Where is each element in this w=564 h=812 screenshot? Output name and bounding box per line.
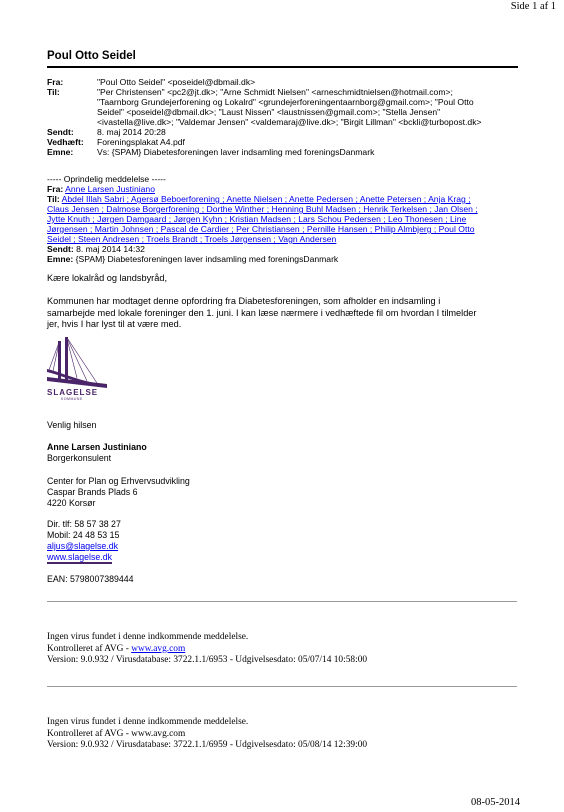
- original-subject-value: {SPAM} Diabetesforeningen laver indsamling med foreningsDanmark: [75, 254, 339, 264]
- original-divider: ----- Oprindelig meddelelse -----: [47, 174, 166, 184]
- body-paragraph: [47, 296, 517, 331]
- signature-mobile: Mobil: 24 48 53 15: [47, 530, 120, 540]
- original-from-label: Fra:: [47, 184, 64, 194]
- recipient-links[interactable]: Claus Jensen ; Dalmose Borgerforening ; Dorthe Winther ; Henning Buhl Madsen ; Henrik Terkelsen ; Jan Olsen ;: [47, 204, 478, 214]
- header-rule: [47, 66, 518, 68]
- sent-label: Sendt:: [47, 127, 74, 137]
- original-sent-value: 8. maj 2014 14:32: [76, 244, 145, 254]
- original-message-header: [47, 174, 517, 264]
- signature-email-link[interactable]: aljus@slagelse.dk: [47, 541, 119, 551]
- to-label: Til:: [47, 87, 60, 97]
- header-from-row: [47, 77, 517, 87]
- to-line: "Taarnborg Grundejerforening og Lokalrd" <grundejerforeningentaarnborg@gmail.com>; "Poul Otto: [97, 97, 474, 107]
- avg-line: Ingen virus fundet i denne indkommende meddelelse.: [47, 632, 249, 642]
- header-attachment-row: [47, 137, 517, 147]
- subject-label: Emne:: [47, 147, 74, 157]
- avg-line: Version: 9.0.932 / Virusdatabase: 3722.1.1/6953 - Udgivelsesdato: 05/07/14 10:58:00: [47, 655, 368, 665]
- to-value: [97, 87, 517, 127]
- page-number: Side 1 af 1: [510, 1, 556, 12]
- attachment-label: Vedhæft:: [47, 137, 84, 147]
- avg-line: Ingen virus fundet i denne indkommende meddelelse.: [47, 717, 249, 727]
- avg-notice-1: [47, 632, 517, 667]
- from-label: Fra:: [47, 77, 64, 87]
- to-line: Seidel" <poseidel@dbmail.dk>; "Laust Nissen" <laustnissen@gmail.com>; "Stella Jensen": [97, 107, 441, 117]
- original-from-row: [47, 184, 517, 194]
- body-line: jer, hvis I har lyst til at være med.: [47, 319, 182, 329]
- avg-line: [47, 644, 517, 656]
- signature-closing: Venlig hilsen: [47, 420, 97, 430]
- original-subject-label: Emne:: [47, 254, 74, 264]
- from-value: "Poul Otto Seidel" <poseidel@dbmail.dk>: [97, 77, 256, 87]
- signature-name: Anne Larsen Justiniano: [47, 442, 147, 452]
- signature-title: Borgerkonsulent: [47, 453, 112, 463]
- header-to-row: [47, 87, 517, 127]
- signature-street: Caspar Brands Plads 6: [47, 487, 138, 497]
- divider-rule: [47, 686, 517, 687]
- logo-wordmark: SLAGELSE: [47, 388, 99, 397]
- avg-line: Kontrolleret af AVG - www.avg.com: [47, 728, 186, 739]
- header-subject-row: [47, 147, 517, 157]
- header-sent-row: [47, 127, 517, 137]
- subject-value: Vs: {SPAM} Diabetesforeningen laver indsamling med foreningsDanmark: [97, 147, 375, 157]
- recipient-links[interactable]: Abdel Illah Sabri ; Agersø Beboerforening ; Anette Nielsen ; Anette Pedersen ; Anette Petersen ; Anja Krag ;: [61, 194, 471, 204]
- logo-subtext: KOMMUNE: [61, 397, 83, 401]
- message-header: [47, 77, 517, 157]
- sender-name-heading: Poul Otto Seidel: [47, 50, 136, 62]
- slagelse-logo: [47, 337, 107, 399]
- divider-rule: [47, 601, 517, 602]
- footer-date: 08-05-2014: [471, 797, 520, 808]
- avg-link[interactable]: www.avg.com: [131, 643, 186, 654]
- greeting: Kære lokalråd og landsbyråd,: [47, 273, 168, 283]
- signature-block: [47, 442, 347, 464]
- recipient-links[interactable]: Jytte Knuth ; Jørgen Damgaard ; Jørgen Kyhn ; Kristian Madsen ; Lars Schou Pedersen ; Leo Thonesen ; Line: [47, 214, 467, 224]
- to-line: "Per Christensen" <pc2@jt.dk>; "Arne Schmidt Nielsen" <arneschmidtnielsen@hotmail.com>;: [97, 87, 453, 97]
- signature-website-link[interactable]: www.slagelse.dk: [47, 552, 113, 562]
- original-subject-row: [47, 254, 517, 264]
- original-sent-label: Sendt:: [47, 244, 74, 254]
- recipient-links[interactable]: Jørgensen ; Martin Johnsen ; Pascal de Cardier ; Per Christiansen ; Pernille Hansen ; Philip Almbjerg ; Poul Otto: [47, 224, 475, 234]
- sent-value: 8. maj 2014 20:28: [97, 127, 166, 137]
- attachment-value: Foreningsplakat A4.pdf: [97, 137, 185, 147]
- avg-prefix: Kontrolleret af AVG -: [47, 643, 132, 654]
- avg-notice-2: [47, 717, 517, 752]
- avg-line: Version: 9.0.932 / Virusdatabase: 3722.1.1/6959 - Udgivelsesdato: 05/08/14 12:39:00: [47, 740, 368, 750]
- signature-city: 4220 Korsør: [47, 498, 96, 508]
- body-line: Kommunen har modtaget denne opfordring fra Diabetesforeningen, som afholder en indsamling i: [47, 296, 441, 306]
- original-sent-row: [47, 244, 517, 254]
- to-line: <ivastella@live.dk>; "Valdemar Jensen" <valdemaraj@live.dk>; "Birgit Lillman" <bckli@turbopost.dk>: [97, 117, 482, 127]
- signature-contact: [47, 519, 347, 563]
- signature-address: [47, 476, 347, 509]
- recipient-links[interactable]: Seidel ; Steen Andresen ; Troels Brandt ; Troels Jørgensen ; Vagn Andersen: [47, 234, 337, 244]
- signature-phone: Dir. tlf: 58 57 38 27: [47, 519, 121, 529]
- body-line: samarbejde med lokale foreninger den 1. juni. I kan læse nærmere i vedhæftede fil om hvordan I tilmelder: [47, 307, 477, 318]
- original-to-label: Til:: [47, 194, 60, 204]
- signature-ean: EAN: 5798007389444: [47, 574, 134, 584]
- signature-dept: Center for Plan og Erhvervsudvikling: [47, 476, 190, 486]
- original-from-link[interactable]: Anne Larsen Justiniano: [65, 184, 155, 194]
- original-to-row: [47, 194, 517, 204]
